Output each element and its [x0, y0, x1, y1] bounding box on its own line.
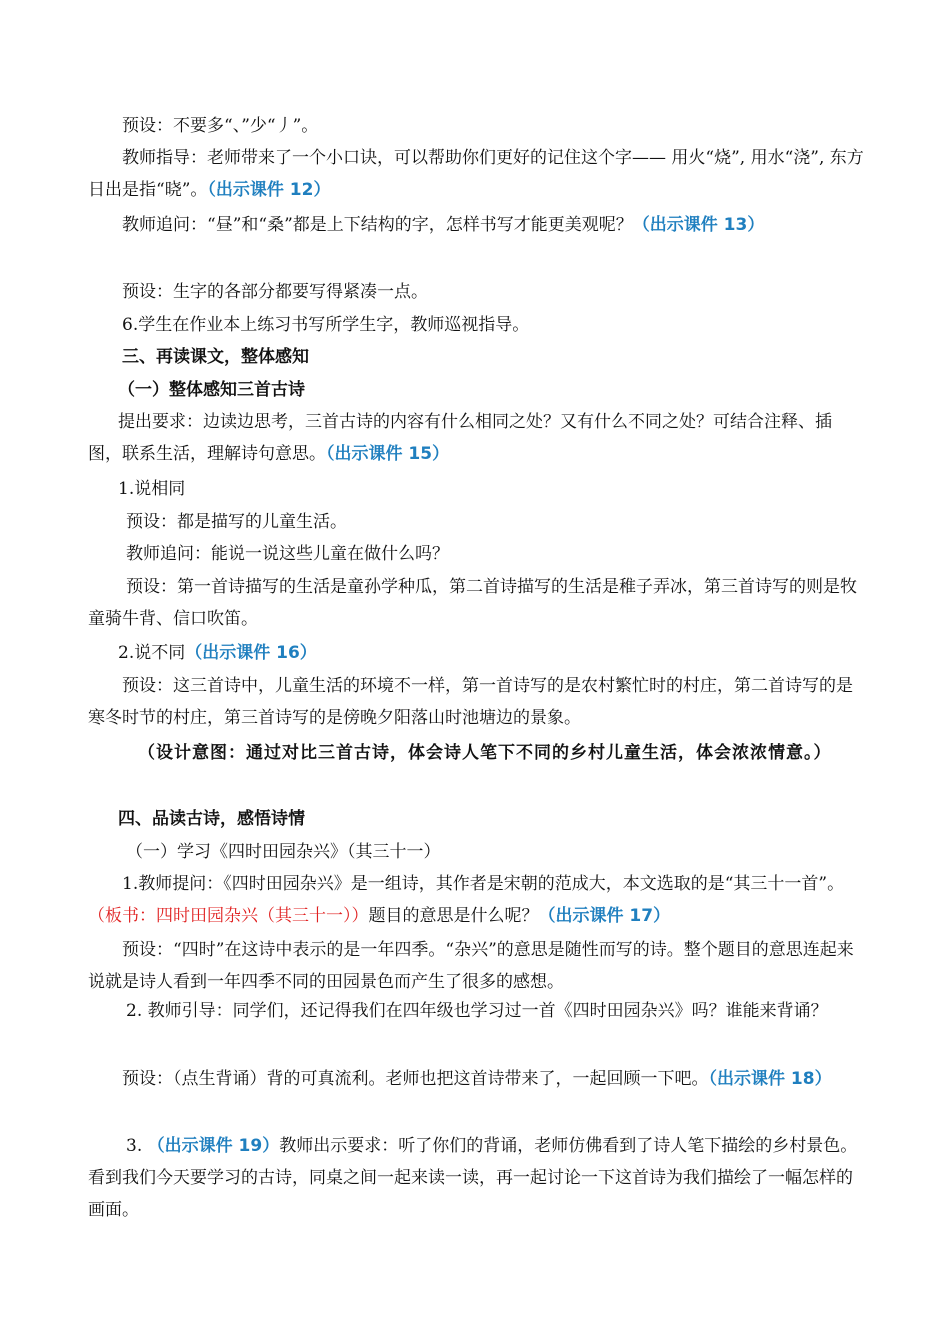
preset-stroke-note [88, 110, 864, 142]
courseware-ref-19: （出示课件 19） [147, 1136, 280, 1156]
courseware-ref-18: （出示课件 18） [708, 1069, 832, 1089]
difference-heading [88, 637, 864, 669]
heading-text: 四、品读古诗，感悟诗情 [118, 809, 305, 829]
paragraph-text: 预设：不要多“、”少“丿”。 [122, 116, 319, 136]
paragraph-text: 预设：生字的各部分都要写得紧凑一点。 [122, 282, 428, 302]
similarity-heading [88, 473, 864, 505]
subsection-heading-3-1 [88, 374, 864, 406]
preset-title-meaning [88, 934, 864, 998]
design-intent-label: （设计意图： [138, 743, 246, 763]
teacher-question-title [88, 868, 864, 932]
teacher-question-children [88, 538, 864, 570]
courseware-ref-16: （出示课件 16） [185, 643, 317, 663]
teacher-guide-recite [88, 995, 864, 1027]
subsection-heading-4-1 [88, 836, 864, 868]
paragraph-text: 预设：（点生背诵）背的可真流利。老师也把这首诗带来了，一起回顾一下吧。 [122, 1069, 709, 1089]
paragraph-text: 2.说不同 [118, 643, 186, 663]
section-heading-3 [88, 341, 864, 373]
paragraph-text: 预设：都是描写的儿童生活。 [126, 512, 347, 532]
paragraph-text: 预设：“四时”在这诗中表示的是一年四季。“杂兴”的意思是随性而写的诗。整个题目的意思连起来说就是诗人看到一年四季不同的田园景色而产生了很多的感想。 [88, 940, 854, 992]
step-number: 3. [126, 1136, 143, 1156]
practice-step-6 [88, 309, 864, 341]
preset-recite [88, 1063, 864, 1095]
paragraph-text: 教师追问：“昼”和“桑”都是上下结构的字，怎样书写才能更美观呢？ [122, 215, 633, 235]
teacher-followup-question [88, 209, 864, 241]
paragraph-text: 提出要求：边读边思考，三首古诗的内容有什么相同之处？又有什么不同之处？可结合注释、插图，联系生活，理解诗句意思。 [88, 412, 832, 464]
paragraph-text: 1.教师提问：《四时田园杂兴》是一组诗，其作者是宋朝的范成大，本文选取的是“其三十一首”。 [122, 874, 845, 894]
courseware-ref-17: （出示课件 17） [538, 906, 671, 926]
paragraph-text: 6.学生在作业本上练习书写所学生字，教师巡视指导。 [122, 315, 530, 335]
reading-requirement [88, 406, 864, 470]
heading-text: 三、再读课文，整体感知 [122, 347, 309, 367]
paragraph-text: 教师指导：老师带来了一个小口诀，可以帮助你们更好的记住这个字—— 用火“烧”, 用水“浇”, 东方日出是指“晓”。 [88, 148, 864, 200]
preset-children-life [88, 506, 864, 538]
paragraph-text: 教师出示要求：听了你们的背诵，老师仿佛看到了诗人笔下描绘的乡村景色。看到我们今天要学习的古诗，同桌之间一起来读一读，再一起讨论一下这首诗为我们描绘了一幅怎样的画面。 [88, 1136, 858, 1220]
teacher-guidance [88, 142, 864, 206]
section-heading-4 [88, 803, 864, 835]
courseware-ref-15: （出示课件 15） [326, 444, 450, 464]
paragraph-text: 通过对比三首古诗，体会诗人笔下不同的乡村儿童生活，体会浓浓情意。） [246, 743, 832, 763]
courseware-ref-12: （出示课件 12） [207, 180, 331, 200]
paragraph-text: 教师追问：能说一说这些儿童在做什么吗？ [126, 544, 449, 564]
courseware-ref-13: （出示课件 13） [632, 215, 765, 235]
paragraph-text: 1.说相同 [118, 479, 186, 499]
design-intent [88, 737, 864, 769]
heading-text: （一）整体感知三首古诗 [118, 380, 305, 400]
paragraph-text: 预设：第一首诗描写的生活是童孙学种瓜，第二首诗描写的生活是稚子弄冰，第三首诗写的则是牧童骑牛背、信口吹笛。 [88, 577, 857, 629]
heading-text: （一）学习《四时田园杂兴》（其三十一） [126, 842, 441, 862]
paragraph-text: 2. 教师引导：同学们，还记得我们在四年级也学习过一首《四时田园杂兴》吗？谁能来背诵？ [126, 1001, 828, 1021]
paragraph-text: 预设：这三首诗中，儿童生活的环境不一样，第一首诗写的是农村繁忙时的村庄，第二首诗写的是寒冬时节的村庄，第三首诗写的是傍晚夕阳落山时池塘边的景象。 [88, 676, 853, 728]
preset-environment [88, 670, 864, 734]
blackboard-note: （板书：四时田园杂兴（其三十一）） [88, 906, 369, 926]
paragraph-text: 题目的意思是什么呢？ [368, 906, 539, 926]
preset-three-poems [88, 571, 864, 635]
teacher-requirement-step-3 [88, 1130, 864, 1226]
preset-compact-note [88, 276, 864, 308]
